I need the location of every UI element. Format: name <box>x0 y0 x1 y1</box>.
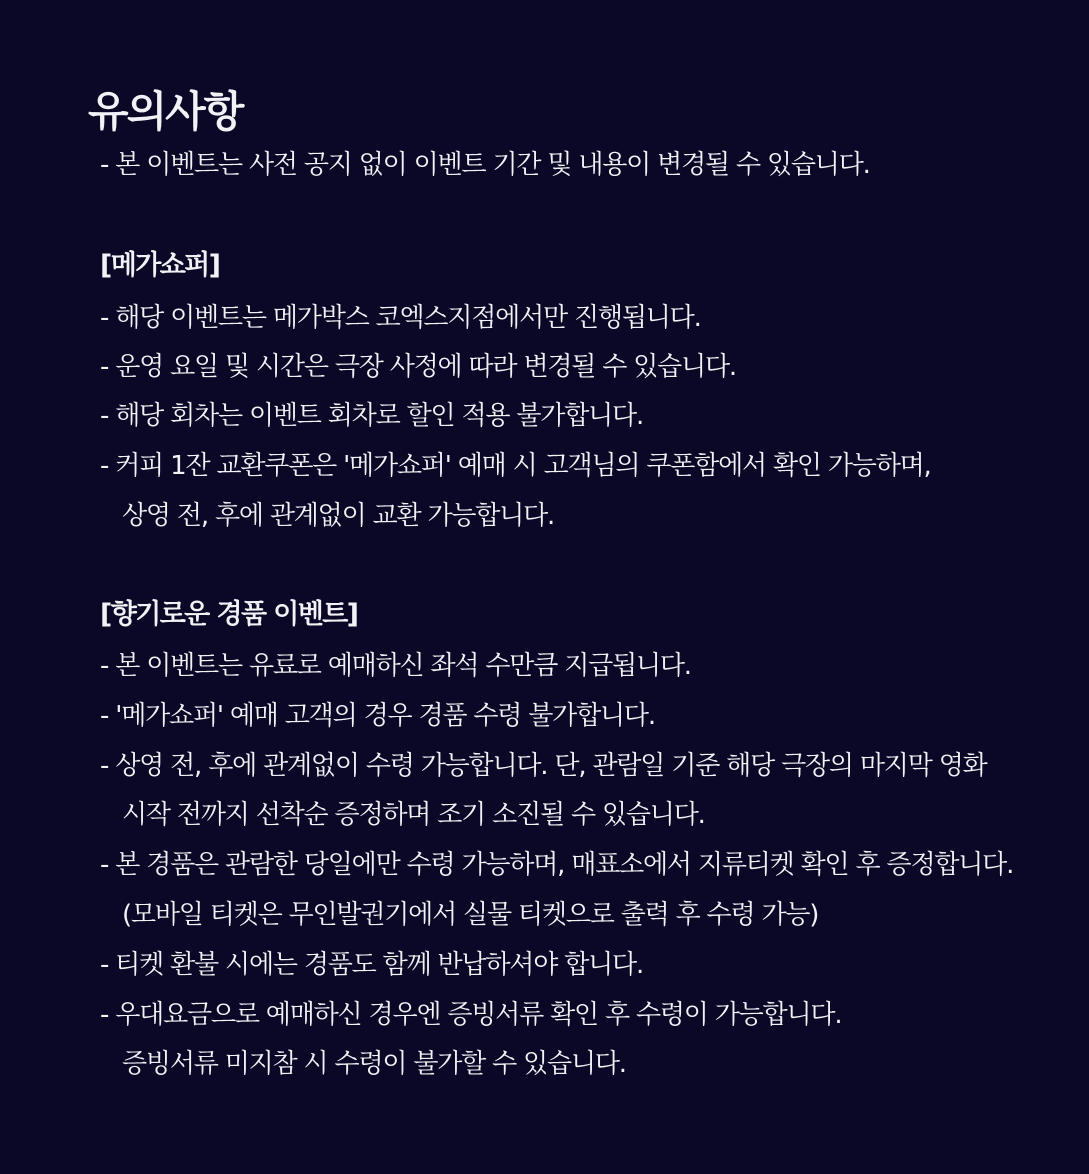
notice-line: - 해당 회차는 이벤트 회차로 할인 적용 불가합니다. <box>100 401 644 431</box>
page-title: 유의사항 <box>88 87 243 136</box>
notice-line: - 해당 이벤트는 메가박스 코엑스지점에서만 진행됩니다. <box>100 303 701 333</box>
notice-line: - '메가쇼퍼' 예매 고객의 경우 경품 수령 불가합니다. <box>100 701 655 731</box>
notice-line-continuation: 상영 전, 후에 관계없이 교환 가능합니다. <box>122 501 555 531</box>
notice-line: - 본 이벤트는 사전 공지 없이 이벤트 기간 및 내용이 변경될 수 있습니다. <box>100 150 870 180</box>
notice-line: - 본 이벤트는 유료로 예매하신 좌석 수만큼 지급됩니다. <box>100 651 691 681</box>
notice-line: - 커피 1잔 교환쿠폰은 '메가쇼퍼' 예매 시 고객님의 쿠폰함에서 확인 가능하며, <box>100 451 931 481</box>
notice-line-continuation: (모바일 티켓은 무인발권기에서 실물 티켓으로 출력 후 수령 가능) <box>122 900 819 930</box>
notice-line: - 본 경품은 관람한 당일에만 수령 가능하며, 매표소에서 지류티켓 확인 후 증정합니다. <box>100 850 1014 880</box>
notice-line-continuation: 시작 전까지 선착순 증정하며 조기 소진될 수 있습니다. <box>122 800 705 830</box>
notice-line: - 상영 전, 후에 관계없이 수령 가능합니다. 단, 관람일 기준 해당 극장의 마지막 영화 <box>100 751 987 781</box>
notice-line: - 우대요금으로 예매하신 경우엔 증빙서류 확인 후 수령이 가능합니다. <box>100 1000 842 1030</box>
section-heading-gift-event: [향기로운 경품 이벤트] <box>100 599 358 630</box>
section-heading-mega-shopper: [메가쇼퍼] <box>100 250 220 281</box>
notice-line: - 운영 요일 및 시간은 극장 사정에 따라 변경될 수 있습니다. <box>100 352 736 382</box>
notice-line-continuation: 증빙서류 미지참 시 수령이 불가할 수 있습니다. <box>122 1049 626 1079</box>
notice-line: - 티켓 환불 시에는 경품도 함께 반납하셔야 합니다. <box>100 950 644 980</box>
